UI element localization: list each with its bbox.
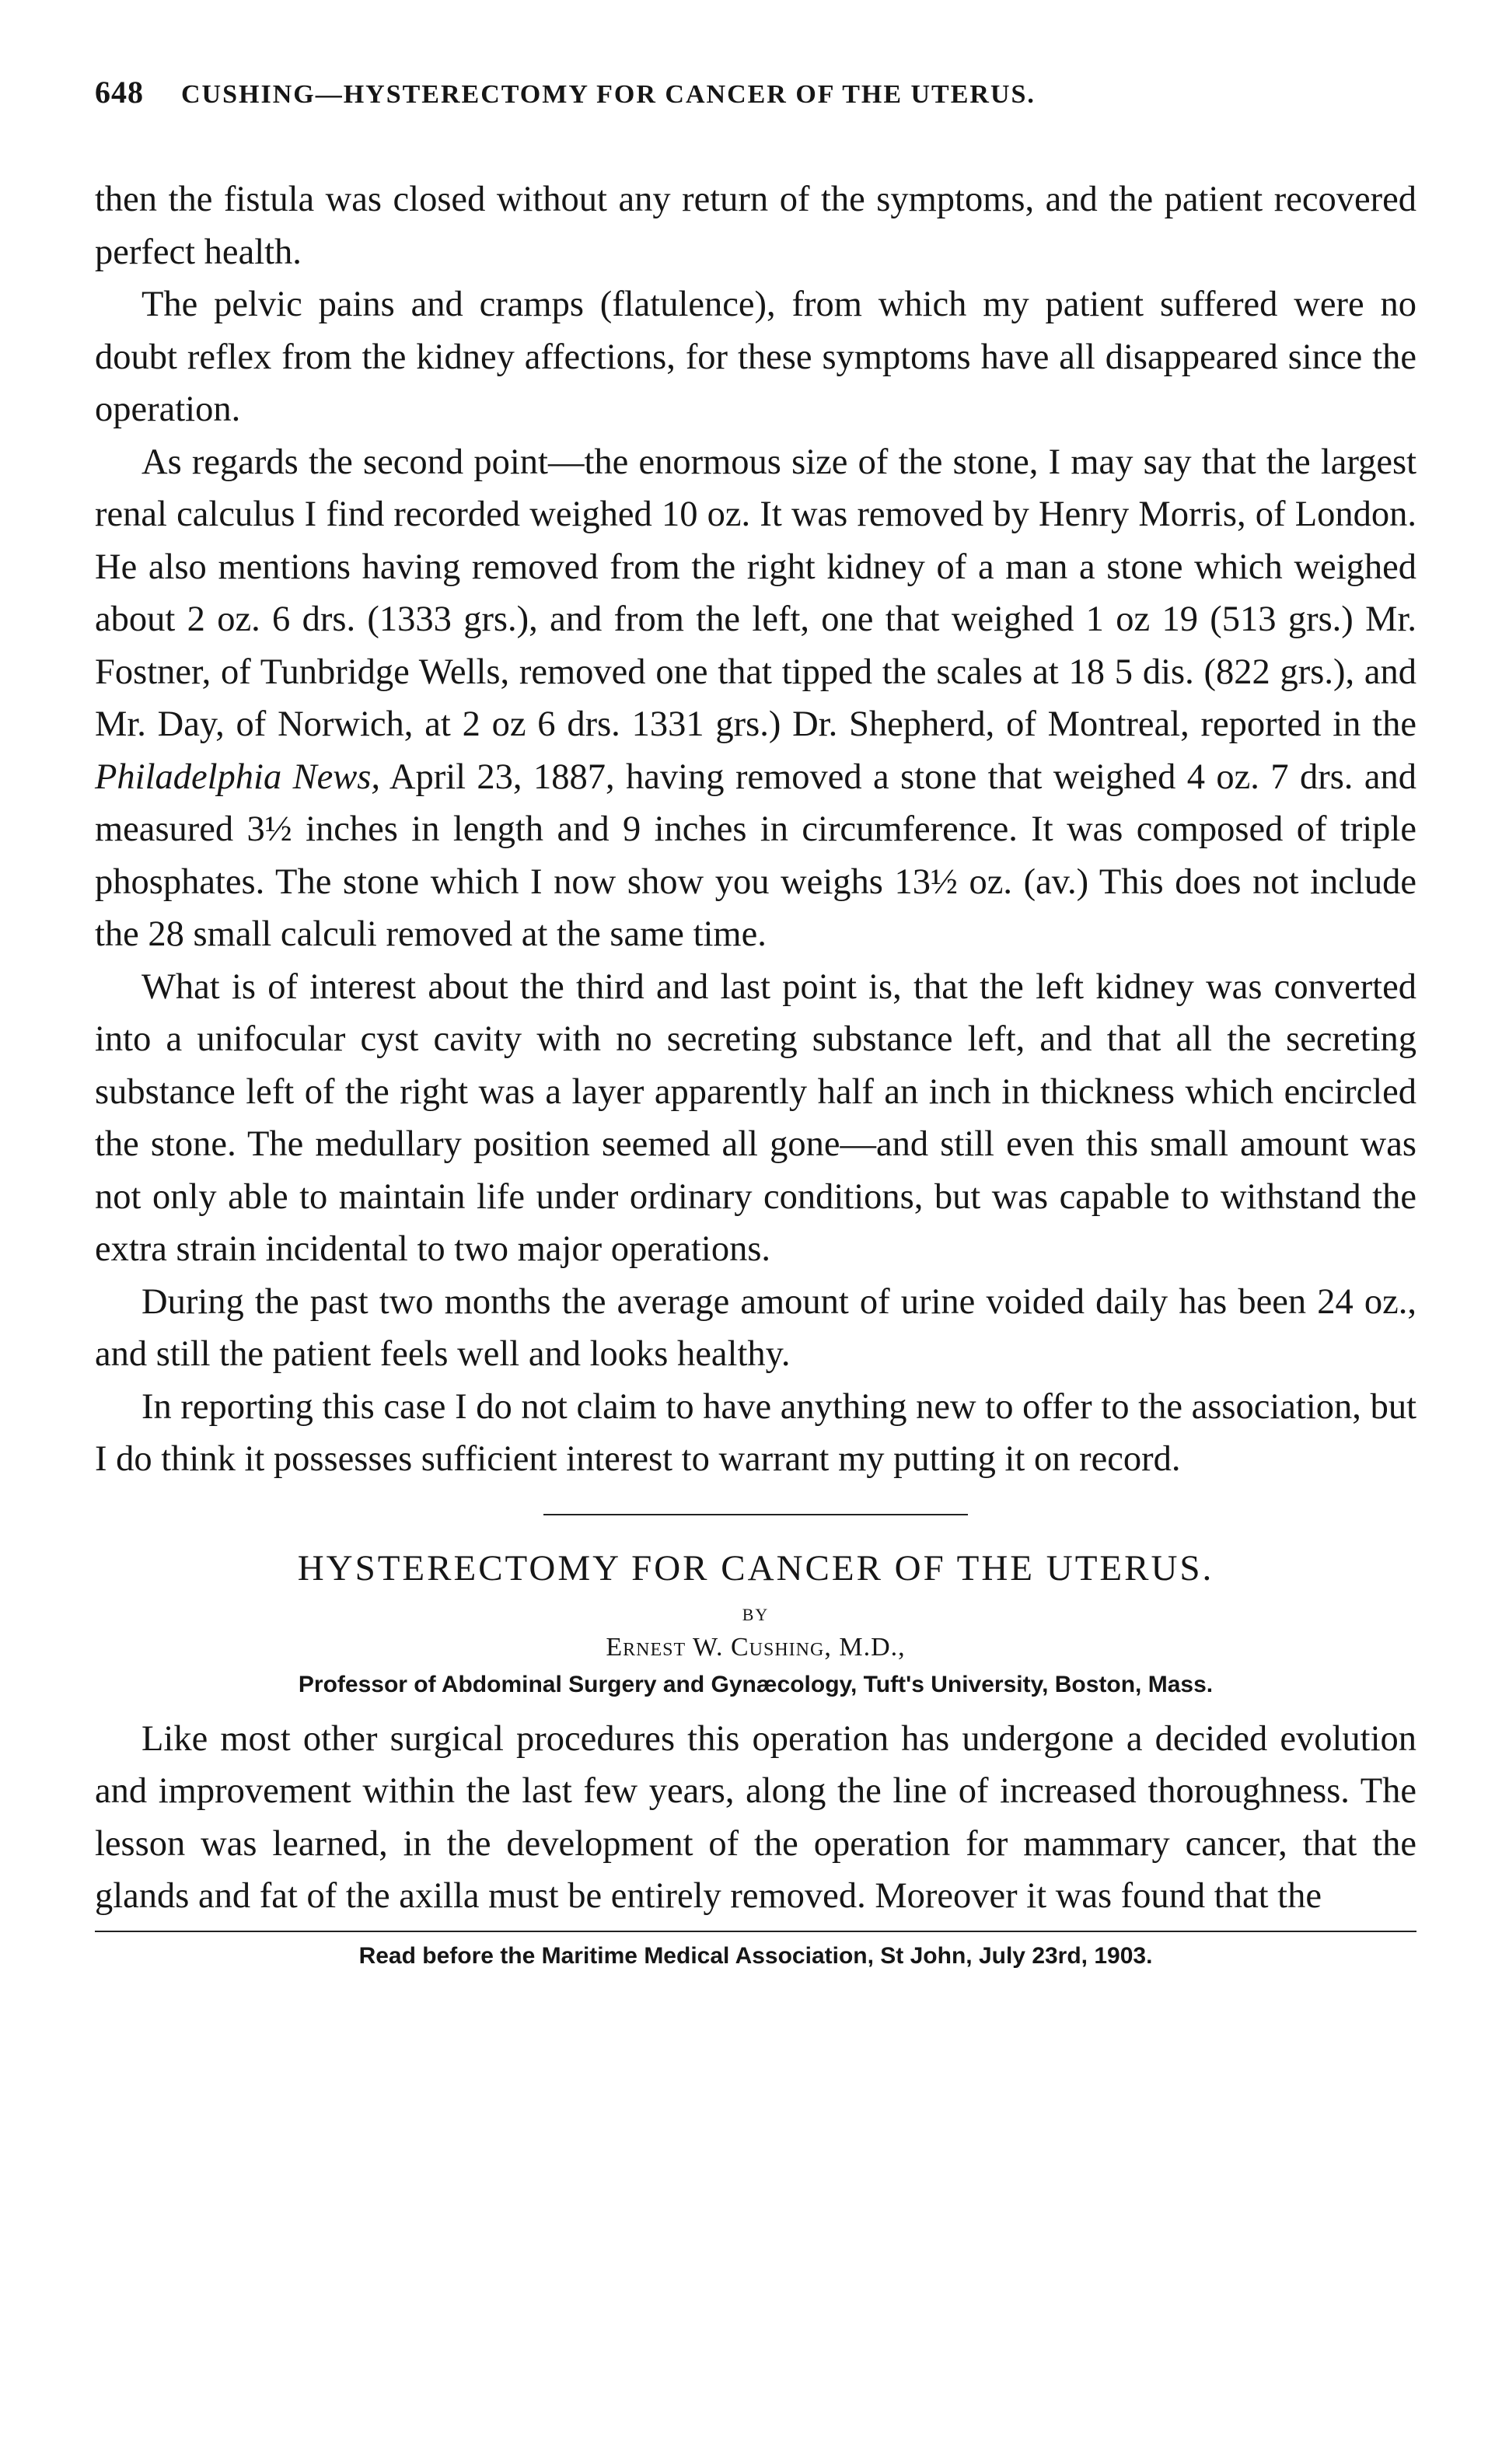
article-body	[95, 1713, 1416, 1923]
page-number: 648	[95, 75, 144, 110]
footnote-divider	[95, 1931, 1416, 1932]
document-page	[95, 74, 1416, 2430]
previous-article-body	[95, 173, 1416, 1486]
stone-size-text-b: April 23, 1887, having removed a stone that weighed 4 oz. 7 drs. and measured 3½ inches in length and 9 inches in circumference. It was composed of triple phosphates. The stone which I now show you weighs 13½ oz. (av.) This does not include the 28 small calculi removed at the same time.	[95, 757, 1416, 954]
paragraph-stone-size	[95, 436, 1416, 961]
paragraph-conclusion: In reporting this case I do not claim to have anything new to offer to the association, but I do think it possesses sufficient interest to warrant my putting it on record.	[95, 1386, 1416, 1479]
author-affiliation: Professor of Abdominal Surgery and Gynæcology, Tuft's University, Boston, Mass.	[298, 1671, 1214, 1697]
article-title: HYSTERECTOMY FOR CANCER OF THE UTERUS.	[297, 1547, 1214, 1588]
journal-citation: Philadelphia News,	[95, 757, 381, 797]
byline-by: BY	[742, 1604, 770, 1624]
section-divider	[543, 1514, 968, 1515]
running-head	[95, 74, 1416, 128]
running-title: CUSHING—HYSTERECTOMY FOR CANCER OF THE UTERUS.	[181, 80, 1036, 109]
footnote: Read before the Maritime Medical Association, St John, July 23rd, 1903.	[358, 1942, 1153, 1969]
paragraph-continued: then the fistula was closed without any return of the symptoms, and the patient recovered perfect health.	[95, 180, 1416, 272]
paragraph-pelvic-pains: The pelvic pains and cramps (flatulence), from which my patient suffered were no doubt reflex from the kidney affections, for these symptoms have all disappeared since the operation.	[95, 285, 1416, 429]
paragraph-intro: Like most other surgical procedures this operation has undergone a decided evolution and improvement within the last few years, along the line of increased thoroughness. The lesson was learned, in the development of the operation for mammary cancer, that the glands and fat of the axilla must be entirely removed. Moreover it was found that the	[95, 1718, 1416, 1916]
stone-size-text-a: As regards the second point—the enormous size of the stone, I may say that the largest renal calculus I find recorded weighed 10 oz. It was removed by Henry Morris, of London. He also mentions having removed from the right kidney of a man a stone which weighed about 2 oz. 6 drs. (1333 grs.), and from the left, one that weighed 1 oz 19 (513 grs.) Mr. Fostner, of Tunbridge Wells, removed one that tipped the scales at 18 5 dis. (822 grs.), and Mr. Day, of Norwich, at 2 oz 6 drs. 1331 grs.) Dr. Shepherd, of Montreal, reported in the	[95, 442, 1416, 744]
author-name: Ernest W. Cushing, M.D.,	[606, 1632, 906, 1662]
paragraph-urine: During the past two months the average amount of urine voided daily has been 24 oz., and still the patient feels well and looks healthy.	[95, 1281, 1416, 1374]
paragraph-third-point: What is of interest about the third and last point is, that the left kidney was converted into a unifocular cyst cavity with no secreting substance left, and that all the secreting substance left of the right was a layer apparently half an inch in thickness which encircled the stone. The medullary position seemed all gone—and still even this small amount was not only able to maintain life under ordinary conditions, but was capable to withstand the extra strain incidental to two major operations.	[95, 966, 1416, 1269]
